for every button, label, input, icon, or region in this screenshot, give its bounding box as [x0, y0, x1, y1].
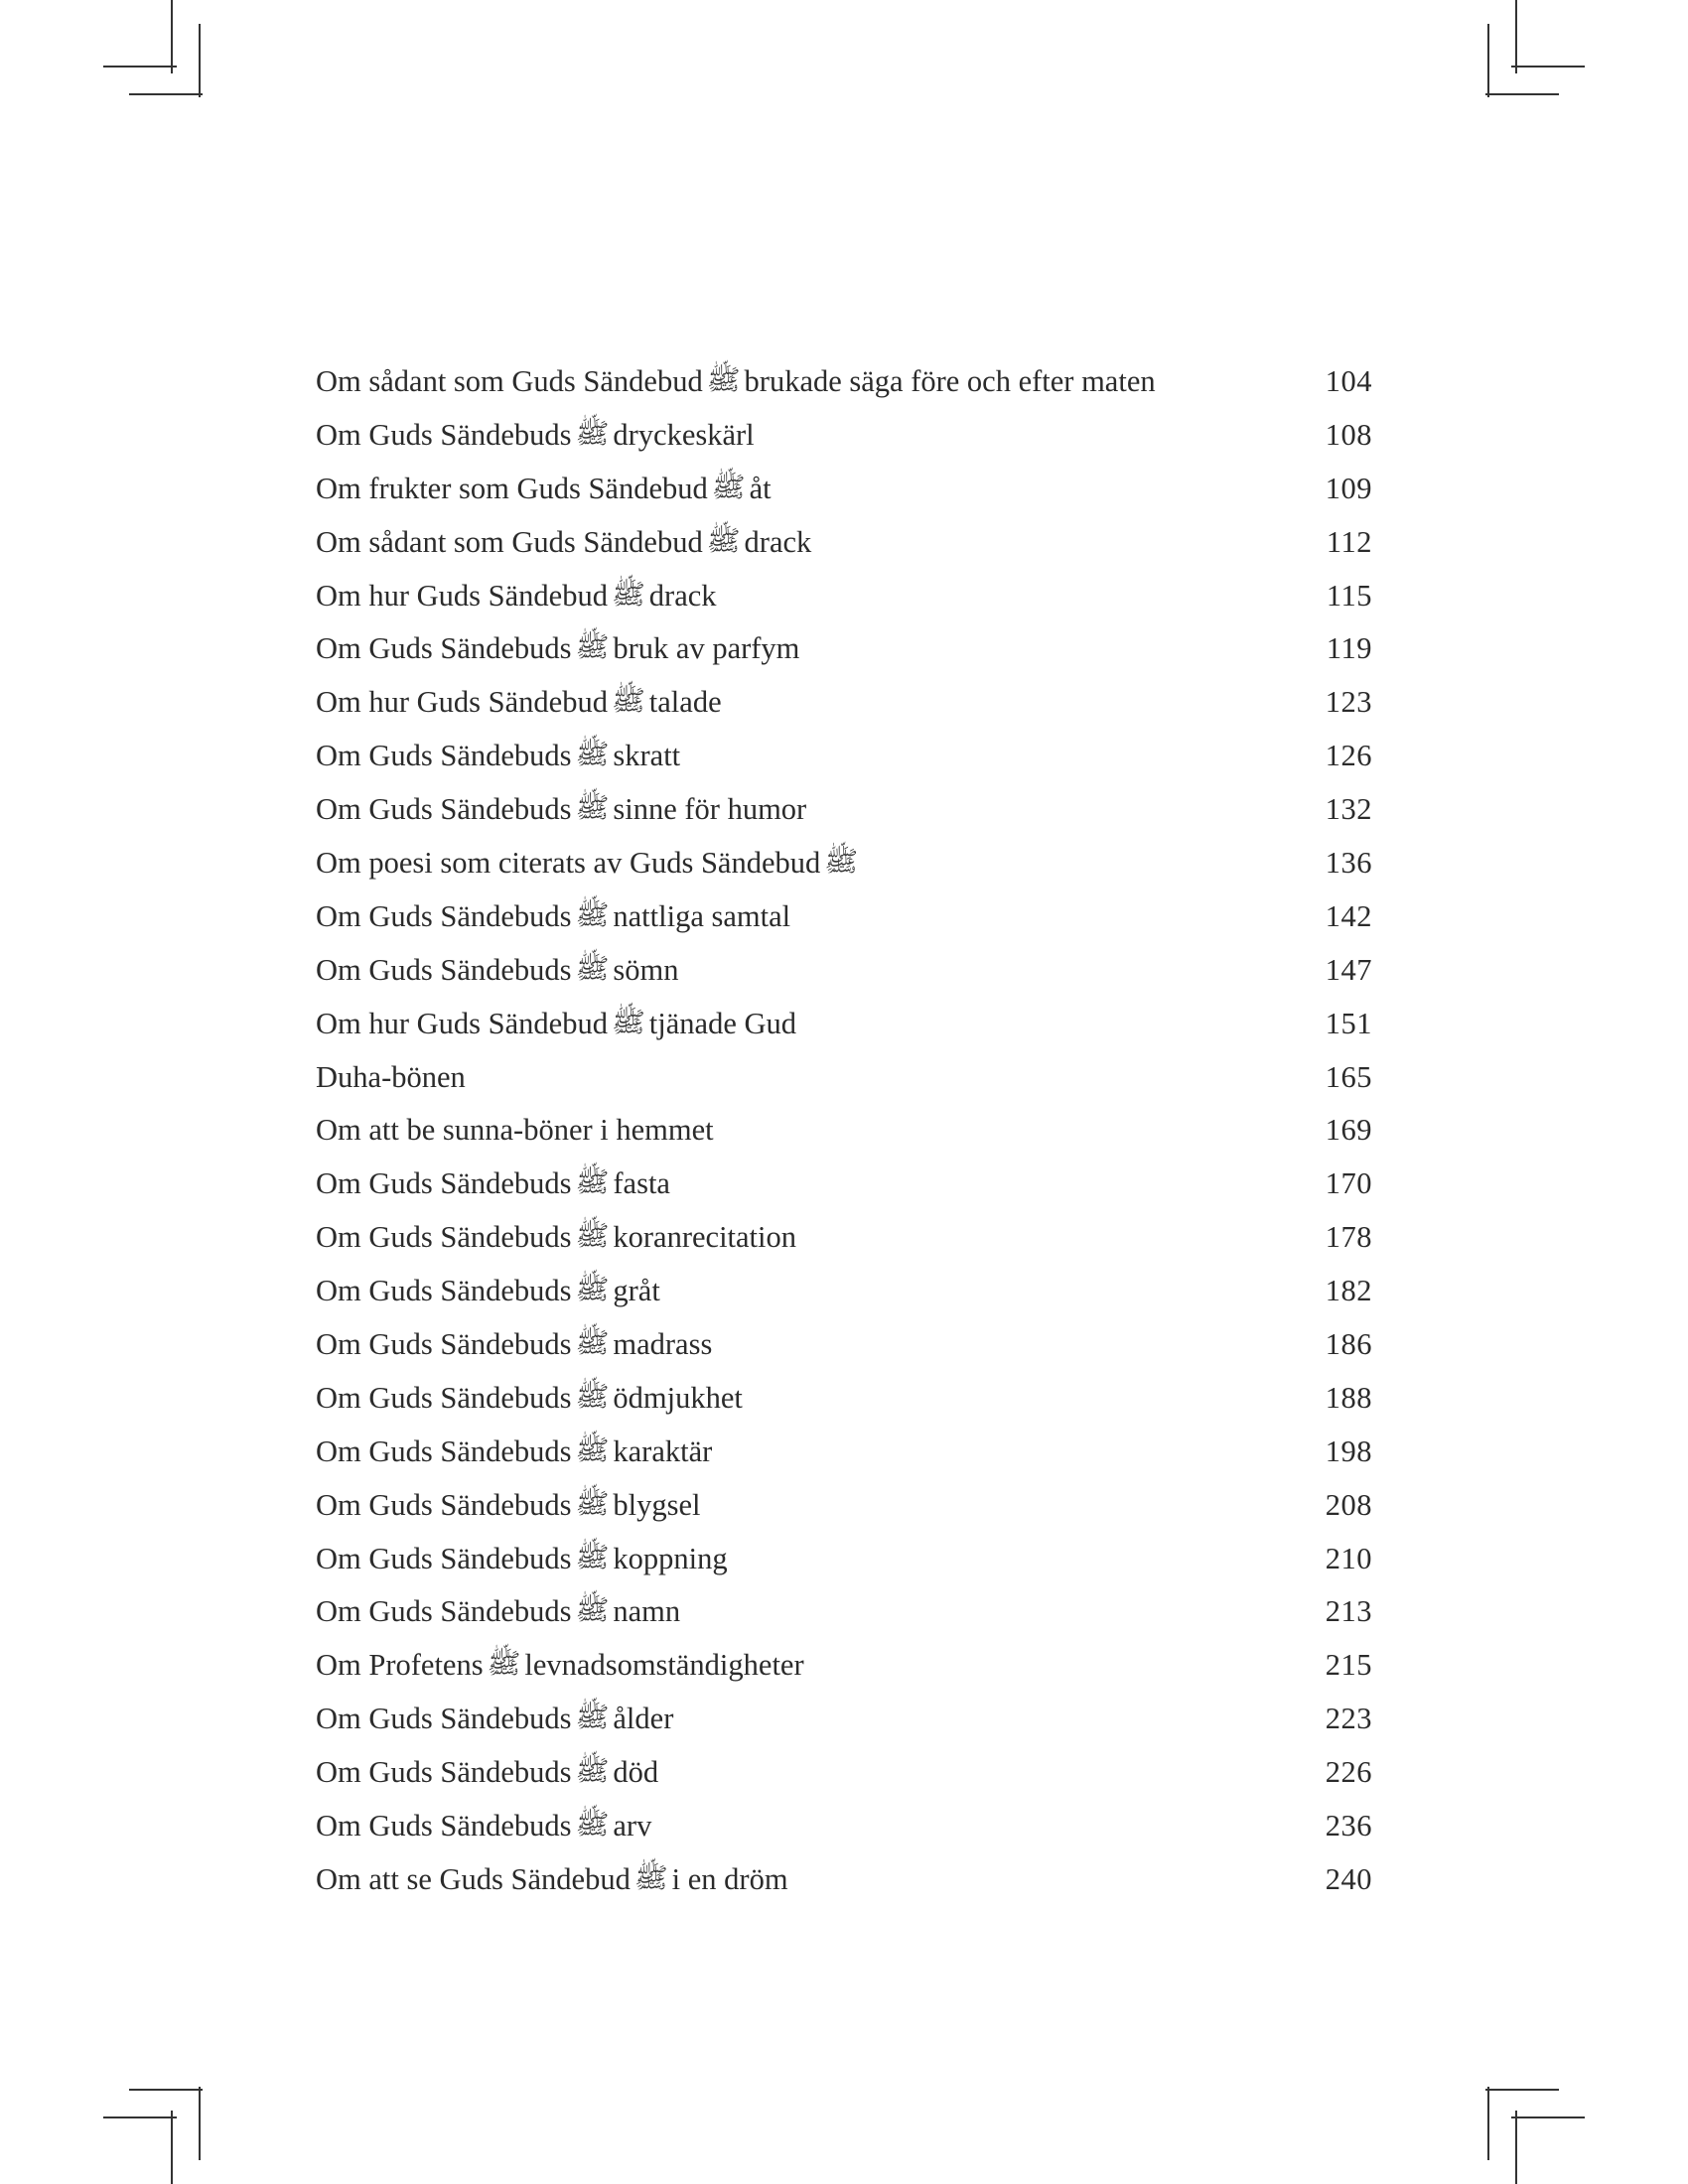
crop-mark [129, 93, 203, 95]
salla-honorific-icon: ﷺ [575, 791, 610, 825]
toc-entry-title-text: tjänade Gud [648, 1006, 797, 1040]
toc-entry-title-text: Om hur Guds Sändebud [316, 578, 608, 613]
toc-entry-title-text: ödmjukhet [613, 1380, 743, 1415]
salla-honorific-icon: ﷺ [575, 1165, 610, 1199]
toc-entry[interactable] [316, 998, 1372, 1051]
toc-entry-title [316, 1693, 673, 1746]
toc-entry-title-text: Om Guds Sändebuds [316, 1594, 572, 1629]
toc-entry-title-text: Om Guds Sändebuds [316, 739, 572, 773]
toc-entry-title [316, 1211, 796, 1265]
crop-mark [1485, 2089, 1559, 2091]
salla-honorific-icon: ﷺ [706, 363, 741, 396]
toc-page-number: 223 [1325, 1702, 1372, 1736]
toc-entry-title-text: dryckeskärl [613, 417, 755, 452]
toc-entry-title [316, 1104, 714, 1158]
toc-entry[interactable] [316, 355, 1372, 409]
salla-honorific-icon: ﷺ [575, 897, 610, 931]
toc-entry[interactable] [316, 890, 1372, 944]
toc-entry-title-text: fasta [613, 1166, 670, 1201]
salla-honorific-icon: ﷺ [575, 416, 610, 450]
toc-page-number: 186 [1325, 1327, 1372, 1362]
toc-entry[interactable] [316, 1318, 1372, 1372]
toc-entry-title [316, 1318, 712, 1372]
toc-entry-title-text: Om Guds Sändebuds [316, 952, 572, 987]
toc-entry-title-text: Om Guds Sändebuds [316, 1166, 572, 1201]
toc-page-number: 123 [1325, 685, 1372, 720]
toc-entry-title-text: namn [613, 1594, 681, 1629]
toc-page-number: 170 [1325, 1166, 1372, 1201]
toc-entry-title-text: Duha-bönen [316, 1059, 466, 1094]
toc-entry[interactable] [316, 1533, 1372, 1586]
toc-page-number: 112 [1326, 524, 1372, 559]
toc-entry-title-text: Om hur Guds Sändebud [316, 685, 608, 720]
toc-entry-title [316, 998, 796, 1051]
toc-entry[interactable] [316, 1104, 1372, 1158]
crop-mark [1485, 93, 1559, 95]
salla-honorific-icon: ﷺ [575, 1486, 610, 1520]
toc-entry-title-text: Om att be sunna-böner i hemmet [316, 1113, 714, 1148]
salla-honorific-icon: ﷺ [633, 1860, 668, 1894]
toc-entry-title [316, 516, 811, 570]
salla-honorific-icon: ﷺ [575, 738, 610, 771]
toc-page-number: 226 [1325, 1755, 1372, 1790]
crop-mark [103, 66, 177, 68]
crop-mark [199, 2087, 201, 2160]
salla-honorific-icon: ﷺ [706, 523, 741, 557]
toc-entry-title [316, 1372, 743, 1426]
toc-page-number: 147 [1325, 952, 1372, 987]
toc-entry-title [316, 783, 806, 837]
salla-honorific-icon: ﷺ [487, 1647, 521, 1681]
toc-entry[interactable] [316, 516, 1372, 570]
toc-entry-title-text: madrass [613, 1327, 713, 1362]
salla-honorific-icon: ﷺ [611, 684, 645, 718]
toc-entry-title [316, 1639, 804, 1693]
salla-honorific-icon: ﷺ [575, 1754, 610, 1788]
toc-entry[interactable] [316, 1585, 1372, 1639]
toc-entry-title-text: Om Guds Sändebuds [316, 1755, 572, 1790]
toc-page-number: 142 [1325, 898, 1372, 933]
toc-entry[interactable] [316, 1693, 1372, 1746]
toc-entry-title-text: åt [749, 471, 772, 505]
crop-mark [1515, 2111, 1517, 2184]
toc-entry-title [316, 837, 862, 890]
toc-entry-title [316, 355, 1156, 409]
toc-entry-title [316, 1800, 651, 1853]
salla-honorific-icon: ﷺ [575, 1593, 610, 1627]
toc-entry[interactable] [316, 1746, 1372, 1800]
toc-page-number: 198 [1325, 1433, 1372, 1468]
toc-entry-title-text: arv [613, 1809, 652, 1843]
toc-entry-title-text: Om Guds Sändebuds [316, 1487, 572, 1522]
toc-entry-title-text: Om Guds Sändebuds [316, 1220, 572, 1255]
table-of-contents [316, 355, 1372, 1907]
toc-entry-title-text: bruk av parfym [613, 631, 800, 666]
toc-entry-title-text: sinne för humor [613, 792, 807, 827]
toc-entry-title-text: Om sådant som Guds Sändebud [316, 524, 703, 559]
toc-entry[interactable] [316, 730, 1372, 783]
toc-entry-title-text: Om Guds Sändebuds [316, 1274, 572, 1308]
salla-honorific-icon: ﷺ [824, 845, 859, 879]
toc-entry-title [316, 622, 799, 676]
toc-entry-title [316, 1853, 788, 1907]
crop-mark [1487, 24, 1489, 97]
toc-entry[interactable] [316, 1479, 1372, 1533]
salla-honorific-icon: ﷺ [575, 1808, 610, 1842]
toc-page-number: 109 [1325, 471, 1372, 505]
toc-entry-title-text: sömn [613, 952, 679, 987]
salla-honorific-icon: ﷺ [575, 1326, 610, 1360]
toc-entry-title-text: koppning [613, 1541, 728, 1575]
toc-entry-title-text: karaktär [613, 1433, 713, 1468]
toc-entry[interactable] [316, 622, 1372, 676]
salla-honorific-icon: ﷺ [575, 1540, 610, 1573]
toc-entry-title-text: Om Guds Sändebuds [316, 1702, 572, 1736]
toc-entry-title-text: Om sådant som Guds Sändebud [316, 364, 703, 398]
crop-mark [199, 24, 201, 97]
toc-entry-title [316, 1585, 680, 1639]
toc-entry-title [316, 1746, 658, 1800]
salla-honorific-icon: ﷺ [575, 951, 610, 985]
toc-entry[interactable] [316, 463, 1372, 516]
toc-entry-title-text: blygsel [613, 1487, 701, 1522]
toc-page-number: 136 [1325, 846, 1372, 881]
toc-page-number: 115 [1326, 578, 1372, 613]
crop-mark [1511, 66, 1585, 68]
toc-entry-title-text: Om poesi som citerats av Guds Sändebud [316, 846, 821, 881]
crop-mark [1511, 2116, 1585, 2118]
toc-entry-title-text: drack [648, 578, 717, 613]
toc-entry-title-text: Om hur Guds Sändebud [316, 1006, 608, 1040]
toc-entry-title-text: koranrecitation [613, 1220, 796, 1255]
toc-entry-title [316, 1051, 466, 1105]
toc-page-number: 169 [1325, 1113, 1372, 1148]
salla-honorific-icon: ﷺ [575, 1273, 610, 1306]
toc-page-number: 213 [1325, 1594, 1372, 1629]
toc-page-number: 132 [1325, 792, 1372, 827]
salla-honorific-icon: ﷺ [575, 1379, 610, 1413]
toc-entry[interactable] [316, 1639, 1372, 1693]
toc-entry-title-text: gråt [613, 1274, 660, 1308]
toc-entry-title-text: Om frukter som Guds Sändebud [316, 471, 708, 505]
crop-mark [103, 2116, 177, 2118]
toc-page-number: 215 [1325, 1648, 1372, 1683]
salla-honorific-icon: ﷺ [711, 470, 746, 503]
toc-entry[interactable] [316, 1426, 1372, 1479]
toc-entry[interactable] [316, 944, 1372, 998]
toc-entry[interactable] [316, 1158, 1372, 1211]
toc-entry[interactable] [316, 1800, 1372, 1853]
toc-entry[interactable] [316, 1211, 1372, 1265]
toc-entry-title-text: skratt [613, 739, 681, 773]
salla-honorific-icon: ﷺ [575, 1701, 610, 1734]
toc-page-number: 104 [1325, 364, 1372, 398]
toc-entry-title-text: Om Guds Sändebuds [316, 1433, 572, 1468]
toc-entry[interactable] [316, 676, 1372, 730]
toc-entry-title-text: Om Guds Sändebuds [316, 1380, 572, 1415]
toc-entry[interactable] [316, 1051, 1372, 1105]
toc-entry-title-text: Om Guds Sändebuds [316, 631, 572, 666]
toc-entry-title [316, 463, 772, 516]
toc-entry-title [316, 1265, 660, 1318]
toc-entry[interactable] [316, 409, 1372, 463]
salla-honorific-icon: ﷺ [611, 1005, 645, 1038]
toc-page-number: 126 [1325, 739, 1372, 773]
toc-entry-title [316, 1426, 712, 1479]
toc-page-number: 182 [1325, 1274, 1372, 1308]
toc-entry-title-text: drack [744, 524, 812, 559]
toc-entry-title-text: talade [648, 685, 722, 720]
toc-page-number: 236 [1325, 1809, 1372, 1843]
toc-entry-title-text: Om Guds Sändebuds [316, 898, 572, 933]
toc-entry-title-text: levnadsomständigheter [524, 1648, 804, 1683]
toc-entry-title-text: Om Guds Sändebuds [316, 417, 572, 452]
toc-entry-title [316, 1479, 701, 1533]
toc-entry-title-text: död [613, 1755, 659, 1790]
toc-entry-title-text: brukade säga före och efter maten [744, 364, 1156, 398]
toc-entry-title [316, 1158, 670, 1211]
salla-honorific-icon: ﷺ [575, 1219, 610, 1253]
crop-mark [129, 2089, 203, 2091]
toc-entry-title [316, 409, 755, 463]
toc-entry-title [316, 730, 680, 783]
toc-entry-title-text: i en dröm [671, 1861, 788, 1896]
toc-page-number: 210 [1325, 1541, 1372, 1575]
toc-entry-title [316, 676, 722, 730]
toc-page-number: 151 [1325, 1006, 1372, 1040]
toc-page-number: 188 [1325, 1380, 1372, 1415]
toc-page-number: 119 [1326, 631, 1372, 666]
toc-entry[interactable] [316, 837, 1372, 890]
salla-honorific-icon: ﷺ [575, 1433, 610, 1466]
toc-entry-title-text: Om Guds Sändebuds [316, 792, 572, 827]
crop-mark [171, 0, 173, 73]
toc-entry-title-text: Om Guds Sändebuds [316, 1541, 572, 1575]
toc-page-number: 178 [1325, 1220, 1372, 1255]
salla-honorific-icon: ﷺ [575, 630, 610, 664]
toc-entry-title-text: ålder [613, 1702, 674, 1736]
toc-entry-title [316, 1533, 728, 1586]
toc-entry[interactable] [316, 783, 1372, 837]
toc-entry[interactable] [316, 1372, 1372, 1426]
toc-entry-title-text: nattliga samtal [613, 898, 791, 933]
toc-entry-title [316, 570, 717, 623]
toc-page-number: 208 [1325, 1487, 1372, 1522]
toc-page-number: 240 [1325, 1861, 1372, 1896]
crop-mark [1487, 2087, 1489, 2160]
toc-entry[interactable] [316, 570, 1372, 623]
salla-honorific-icon: ﷺ [611, 577, 645, 611]
toc-entry[interactable] [316, 1853, 1372, 1907]
toc-entry[interactable] [316, 1265, 1372, 1318]
toc-entry-title-text: Om Profetens [316, 1648, 484, 1683]
toc-entry-title [316, 890, 790, 944]
toc-entry-title-text: Om att se Guds Sändebud [316, 1861, 631, 1896]
toc-entry-title [316, 944, 678, 998]
toc-entry-title-text: Om Guds Sändebuds [316, 1809, 572, 1843]
toc-page-number: 108 [1325, 417, 1372, 452]
toc-page-number: 165 [1325, 1059, 1372, 1094]
toc-entry-title-text: Om Guds Sändebuds [316, 1327, 572, 1362]
crop-mark [171, 2111, 173, 2184]
crop-mark [1515, 0, 1517, 73]
